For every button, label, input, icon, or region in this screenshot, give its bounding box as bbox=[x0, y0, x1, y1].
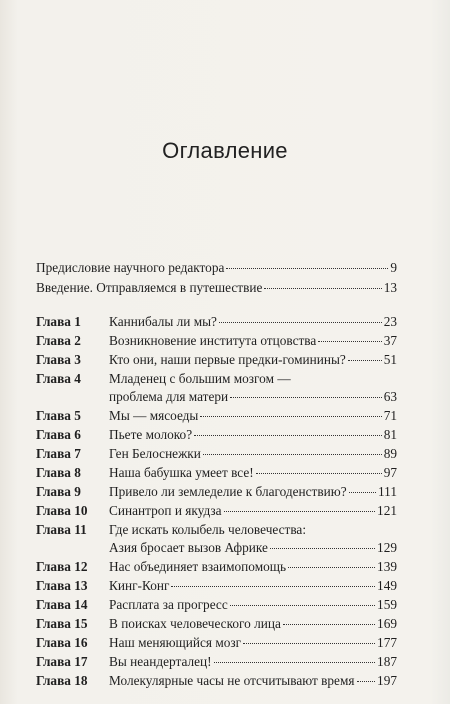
chapter-label: Глава 10 bbox=[36, 503, 88, 518]
toc-entry-introduction[interactable] bbox=[36, 279, 397, 297]
toc-entry-text: Каннибалы ли мы? bbox=[109, 314, 217, 329]
toc-entry-text: Синантроп и якудза bbox=[109, 503, 222, 518]
toc-entry-chapter-8[interactable] bbox=[36, 464, 397, 482]
toc-entry-text: Наш меняющийся мозг bbox=[109, 635, 242, 650]
toc-entry-text: Привело ли земледелие к благоденствию? bbox=[109, 484, 347, 499]
dot-leader bbox=[348, 360, 382, 361]
toc-entry-chapter-1[interactable] bbox=[36, 313, 397, 331]
dot-leader bbox=[288, 567, 375, 568]
toc-entry-chapter-17[interactable] bbox=[36, 653, 397, 671]
chapter-label: Глава 13 bbox=[36, 578, 88, 593]
toc-page-number: 169 bbox=[377, 616, 397, 631]
toc-page-number: 37 bbox=[383, 333, 397, 348]
chapter-label: Глава 2 bbox=[36, 333, 81, 348]
toc-entry-text-continued: Азия бросает вызов Африке bbox=[109, 540, 268, 555]
toc-entry-text: Вы неандерталец! bbox=[109, 654, 212, 669]
toc-entry-chapter-12[interactable] bbox=[36, 558, 397, 576]
toc-page-number: 129 bbox=[377, 540, 397, 555]
toc-entry-text: Пьете молоко? bbox=[109, 427, 193, 442]
toc-page-number: 149 bbox=[377, 578, 397, 593]
dot-leader bbox=[270, 548, 375, 549]
toc-page-number: 139 bbox=[377, 559, 397, 574]
toc-page-number: 71 bbox=[383, 408, 397, 423]
chapter-label: Глава 1 bbox=[36, 314, 81, 329]
dot-leader bbox=[256, 473, 382, 474]
toc-page-number: 111 bbox=[378, 484, 397, 499]
toc-page-number: 9 bbox=[390, 260, 397, 275]
toc-entry-text: Ген Белоснежки bbox=[109, 446, 201, 461]
toc-page-number: 159 bbox=[377, 597, 397, 612]
toc-entry-text: Наша бабушка умеет все! bbox=[109, 465, 254, 480]
dot-leader bbox=[283, 624, 375, 625]
dot-leader bbox=[203, 454, 382, 455]
dot-leader bbox=[357, 681, 376, 682]
toc-entry-chapter-5[interactable] bbox=[36, 407, 397, 425]
toc-page-number: 13 bbox=[383, 280, 397, 295]
toc-entry-chapter-7[interactable] bbox=[36, 445, 397, 463]
chapter-label: Глава 6 bbox=[36, 427, 81, 442]
chapter-label: Глава 9 bbox=[36, 484, 81, 499]
toc-entry-chapter-15[interactable] bbox=[36, 615, 397, 633]
chapter-label: Глава 5 bbox=[36, 408, 81, 423]
chapter-label: Глава 15 bbox=[36, 616, 88, 631]
toc-page-number: 97 bbox=[383, 465, 397, 480]
dot-leader bbox=[200, 416, 381, 417]
toc-entry-chapter-3[interactable] bbox=[36, 351, 397, 369]
dot-leader bbox=[214, 662, 376, 663]
toc-entry-preface[interactable] bbox=[36, 259, 397, 277]
dot-leader bbox=[349, 492, 376, 493]
toc-entry-text: Кинг-Конг bbox=[109, 578, 170, 593]
dot-leader bbox=[194, 435, 382, 436]
toc-entry-text: Молекулярные часы не отсчитывают время bbox=[109, 673, 355, 688]
toc-entry-chapter-14[interactable] bbox=[36, 596, 397, 614]
toc-page-number: 121 bbox=[377, 503, 397, 518]
toc-entry-chapter-4-continued[interactable] bbox=[109, 388, 397, 406]
chapter-label: Глава 8 bbox=[36, 465, 81, 480]
toc-page-number: 89 bbox=[383, 446, 397, 461]
toc-entry-chapter-11[interactable] bbox=[36, 521, 397, 539]
dot-leader bbox=[226, 268, 388, 269]
toc-entry-text: Младенец с большим мозгом — bbox=[109, 371, 291, 386]
toc-entry-text: Мы — мясоеды bbox=[109, 408, 199, 423]
toc-entry-text: Нас объединяет взаимопомощь bbox=[109, 559, 287, 574]
dot-leader bbox=[264, 288, 381, 289]
toc-entry-chapter-4[interactable] bbox=[36, 370, 397, 388]
chapter-label: Глава 4 bbox=[36, 371, 81, 386]
toc-page-number: 187 bbox=[377, 654, 397, 669]
toc-entry-chapter-9[interactable] bbox=[36, 483, 397, 501]
page-title: Оглавление bbox=[162, 138, 288, 163]
chapter-label: Глава 3 bbox=[36, 352, 81, 367]
dot-leader bbox=[171, 586, 375, 587]
chapter-label: Глава 17 bbox=[36, 654, 88, 669]
dot-leader bbox=[230, 605, 375, 606]
dot-leader bbox=[230, 397, 382, 398]
chapter-label: Глава 7 bbox=[36, 446, 81, 461]
toc-entry-text: В поисках человеческого лица bbox=[109, 616, 281, 631]
toc-entry-chapter-2[interactable] bbox=[36, 332, 397, 350]
toc-entry-text: Где искать колыбель человечества: bbox=[109, 522, 307, 537]
toc-entry-chapter-16[interactable] bbox=[36, 634, 397, 652]
toc-entry-text: Возникновение института отцовства bbox=[109, 333, 317, 348]
toc-entry-text-continued: проблема для матери bbox=[109, 389, 229, 404]
chapter-label: Глава 11 bbox=[36, 522, 87, 537]
toc-entry-text: Предисловие научного редактора bbox=[36, 260, 225, 275]
toc-entry-text: Расплата за прогресс bbox=[109, 597, 228, 612]
chapter-label: Глава 16 bbox=[36, 635, 88, 650]
dot-leader bbox=[224, 511, 375, 512]
dot-leader bbox=[318, 341, 381, 342]
toc-page-number: 51 bbox=[383, 352, 397, 367]
toc-entry-text: Кто они, наши первые предки-гоминины? bbox=[109, 352, 346, 367]
toc-entry-text: Введение. Отправляемся в путешествие bbox=[36, 280, 263, 295]
toc-page-number: 197 bbox=[377, 673, 397, 688]
toc-page-number: 81 bbox=[383, 427, 397, 442]
toc-entry-chapter-13[interactable] bbox=[36, 577, 397, 595]
toc-entry-chapter-10[interactable] bbox=[36, 502, 397, 520]
toc-entry-chapter-11-continued[interactable] bbox=[109, 539, 397, 557]
dot-leader bbox=[219, 322, 382, 323]
toc-entry-chapter-6[interactable] bbox=[36, 426, 397, 444]
toc-page-number: 23 bbox=[383, 314, 397, 329]
toc-page-number: 63 bbox=[383, 389, 397, 404]
toc-entry-chapter-18[interactable] bbox=[36, 672, 397, 690]
toc-page-number: 177 bbox=[377, 635, 397, 650]
dot-leader bbox=[243, 643, 375, 644]
chapter-label: Глава 12 bbox=[36, 559, 88, 574]
chapter-label: Глава 18 bbox=[36, 673, 88, 688]
chapter-label: Глава 14 bbox=[36, 597, 88, 612]
